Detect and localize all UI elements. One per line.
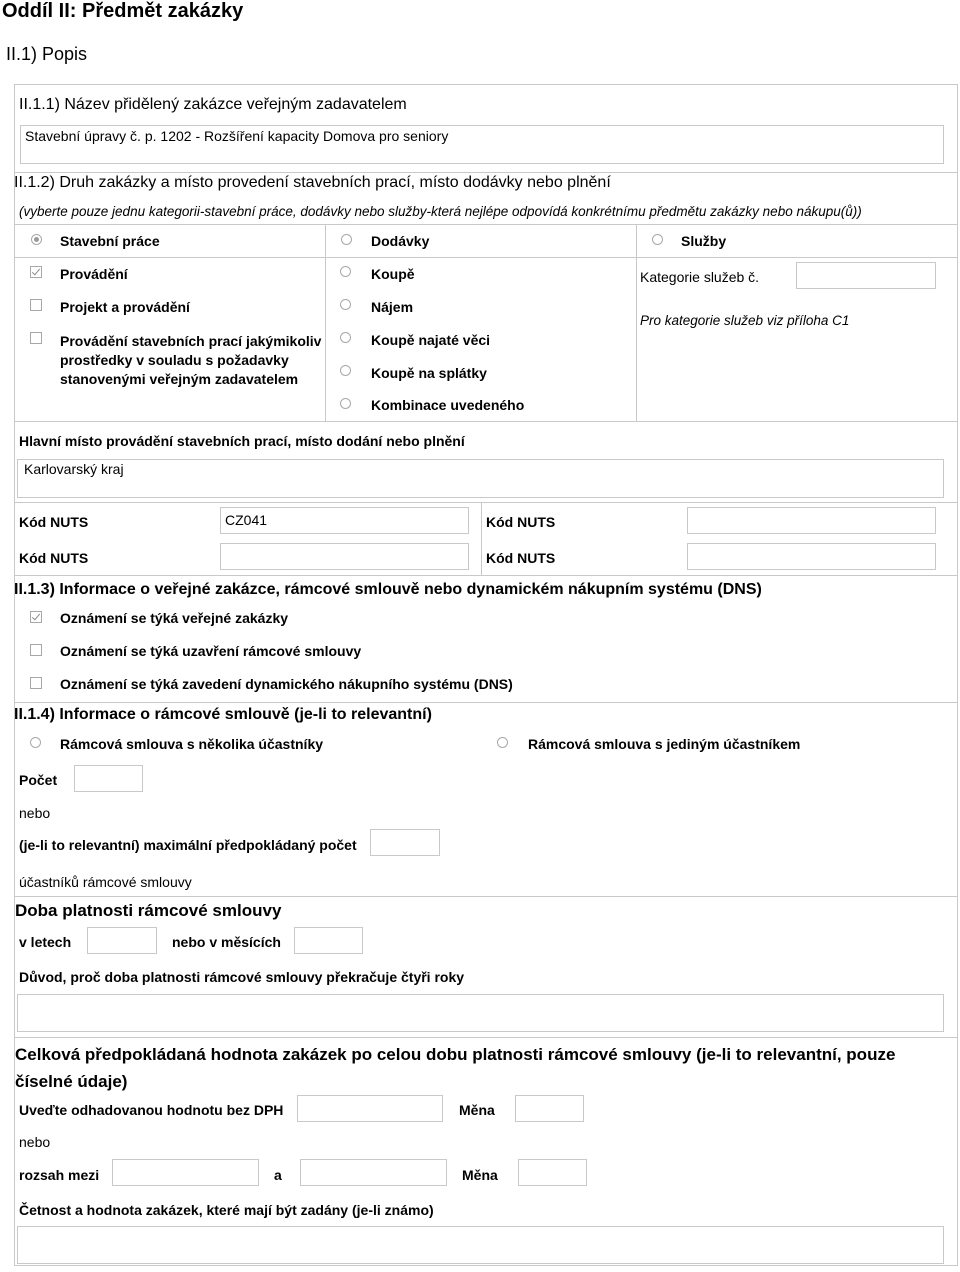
- currency-label-2: Měna: [462, 1167, 498, 1183]
- nuts-field-4[interactable]: [687, 543, 936, 570]
- works-execution-checkbox[interactable]: [30, 266, 42, 278]
- duration-heading: Doba platnosti rámcové smlouvy: [15, 901, 282, 920]
- works-design-execution-checkbox[interactable]: [30, 299, 42, 311]
- type-services-radio[interactable]: [652, 234, 663, 245]
- nuts-field-1[interactable]: [220, 507, 469, 534]
- reason-label: Důvod, proč doba platnosti rámcové smlouvy překračuje čtyři roky: [19, 969, 465, 985]
- works-execution-label: Provádění: [60, 266, 128, 282]
- heading-ii-1-1: II.1.1) Název přidělený zakázce veřejným zadavatelem: [19, 96, 407, 113]
- supply-purchase-radio[interactable]: [340, 266, 351, 277]
- max-count-field[interactable]: [370, 829, 440, 856]
- estimate-field[interactable]: [297, 1095, 443, 1122]
- contract-name-field[interactable]: [20, 125, 944, 164]
- section-title: Oddíl II: Předmět zakázky: [2, 0, 244, 22]
- count-label: Počet: [19, 772, 58, 788]
- type-services-label: Služby: [681, 233, 727, 249]
- frequency-field[interactable]: [17, 1226, 944, 1264]
- range-to-field[interactable]: [300, 1159, 447, 1186]
- range-label: rozsah mezi: [19, 1167, 100, 1183]
- type-works-label: Stavební práce: [60, 233, 160, 249]
- currency-label-1: Měna: [459, 1102, 495, 1118]
- works-design-execution-label: Projekt a provádění: [60, 299, 190, 315]
- heading-ii-1-4: II.1.4) Informace o rámcové smlouvě (je-li to relevantní): [14, 706, 432, 723]
- total-value-heading: Celková předpokládaná hodnota zakázek po celou dobu platnosti rámcové smlouvy (je-li to relevantní, pouze číselné údaje): [15, 1045, 896, 1091]
- range-from-field[interactable]: [112, 1159, 259, 1186]
- supply-hire-purchase-label: Koupě na splátky: [371, 365, 487, 381]
- heading-ii-1-3: II.1.3) Informace o veřejné zakázce, rámcové smlouvě nebo dynamickém nákupním systému (DNS): [14, 581, 762, 598]
- supply-purchase-label: Koupě: [371, 266, 415, 282]
- contract-name-value: Stavební úpravy č. p. 1202 - Rozšíření kapacity Domova pro seniory: [25, 128, 449, 144]
- supply-lease-radio[interactable]: [340, 299, 351, 310]
- years-field[interactable]: [87, 927, 157, 954]
- or-label-2: nebo: [19, 1134, 51, 1150]
- type-supplies-label: Dodávky: [371, 233, 430, 249]
- estimate-label: Uveďte odhadovanou hodnotu bez DPH: [19, 1102, 284, 1118]
- nuts-label-1: Kód NUTS: [19, 514, 89, 530]
- nuts-label-4: Kód NUTS: [486, 550, 556, 566]
- services-category-label: Kategorie služeb č.: [640, 269, 760, 285]
- type-supplies-radio[interactable]: [341, 234, 352, 245]
- supply-rental-label: Koupě najaté věci: [371, 332, 491, 348]
- months-label: nebo v měsících: [172, 934, 281, 950]
- type-works-radio[interactable]: [31, 234, 42, 245]
- supply-combination-label: Kombinace uvedeného: [371, 397, 525, 413]
- or-label-1: nebo: [19, 805, 51, 821]
- category-note: (vyberte pouze jednu kategorii-stavební práce, dodávky nebo služby-která nejlépe odpovídá konkrétnímu předmětu zakázky nebo nákupu(ů)): [19, 204, 862, 219]
- months-field[interactable]: [294, 927, 363, 954]
- notice-dns-label: Oznámení se týká zavedení dynamického nákupního systému (DNS): [60, 676, 513, 692]
- notice-public-contract-checkbox[interactable]: [30, 611, 42, 623]
- currency-field-2[interactable]: [518, 1159, 587, 1186]
- nuts-field-2[interactable]: [687, 507, 936, 534]
- services-category-field[interactable]: [796, 262, 936, 289]
- heading-ii-1-2: II.1.2) Druh zakázky a místo provedení stavebních prací, místo dodávky nebo plnění: [14, 174, 611, 191]
- subsection-title: II.1) Popis: [6, 44, 88, 64]
- works-any-means-checkbox[interactable]: [30, 332, 42, 344]
- nuts-value-1: CZ041: [225, 512, 268, 528]
- framework-single-label: Rámcová smlouva s jediným účastníkem: [528, 736, 801, 752]
- supply-hire-purchase-radio[interactable]: [340, 365, 351, 376]
- services-note: Pro kategorie služeb viz příloha C1: [640, 313, 850, 328]
- place-field[interactable]: [17, 459, 944, 498]
- place-value: Karlovarský kraj: [24, 461, 124, 477]
- reason-field[interactable]: [17, 994, 944, 1032]
- nuts-label-2: Kód NUTS: [486, 514, 556, 530]
- works-any-means-label: Provádění stavebních prací jakýmikoliv prostředky v souladu s požadavky stanovenými veřejným zadavatelem: [60, 333, 322, 387]
- nuts-field-3[interactable]: [220, 543, 469, 570]
- framework-multi-radio[interactable]: [30, 737, 41, 748]
- currency-field-1[interactable]: [515, 1095, 584, 1122]
- max-count-label: (je-li to relevantní) maximální předpokládaný počet: [19, 837, 357, 853]
- notice-framework-label: Oznámení se týká uzavření rámcové smlouvy: [60, 643, 362, 659]
- notice-framework-checkbox[interactable]: [30, 644, 42, 656]
- max-count-label-2: účastníků rámcové smlouvy: [19, 874, 192, 890]
- frequency-label: Četnost a hodnota zakázek, které mají být zadány (je-li známo): [19, 1202, 434, 1218]
- place-label: Hlavní místo provádění stavebních prací, místo dodání nebo plnění: [19, 433, 465, 449]
- supply-combination-radio[interactable]: [340, 398, 351, 409]
- framework-single-radio[interactable]: [497, 737, 508, 748]
- range-and-label: a: [274, 1167, 282, 1183]
- supply-lease-label: Nájem: [371, 299, 414, 315]
- years-label: v letech: [19, 934, 72, 950]
- framework-multi-label: Rámcová smlouva s několika účastníky: [60, 736, 324, 752]
- notice-dns-checkbox[interactable]: [30, 677, 42, 689]
- nuts-label-3: Kód NUTS: [19, 550, 89, 566]
- supply-rental-radio[interactable]: [340, 332, 351, 343]
- notice-public-contract-label: Oznámení se týká veřejné zakázky: [60, 610, 289, 626]
- count-field[interactable]: [74, 765, 143, 792]
